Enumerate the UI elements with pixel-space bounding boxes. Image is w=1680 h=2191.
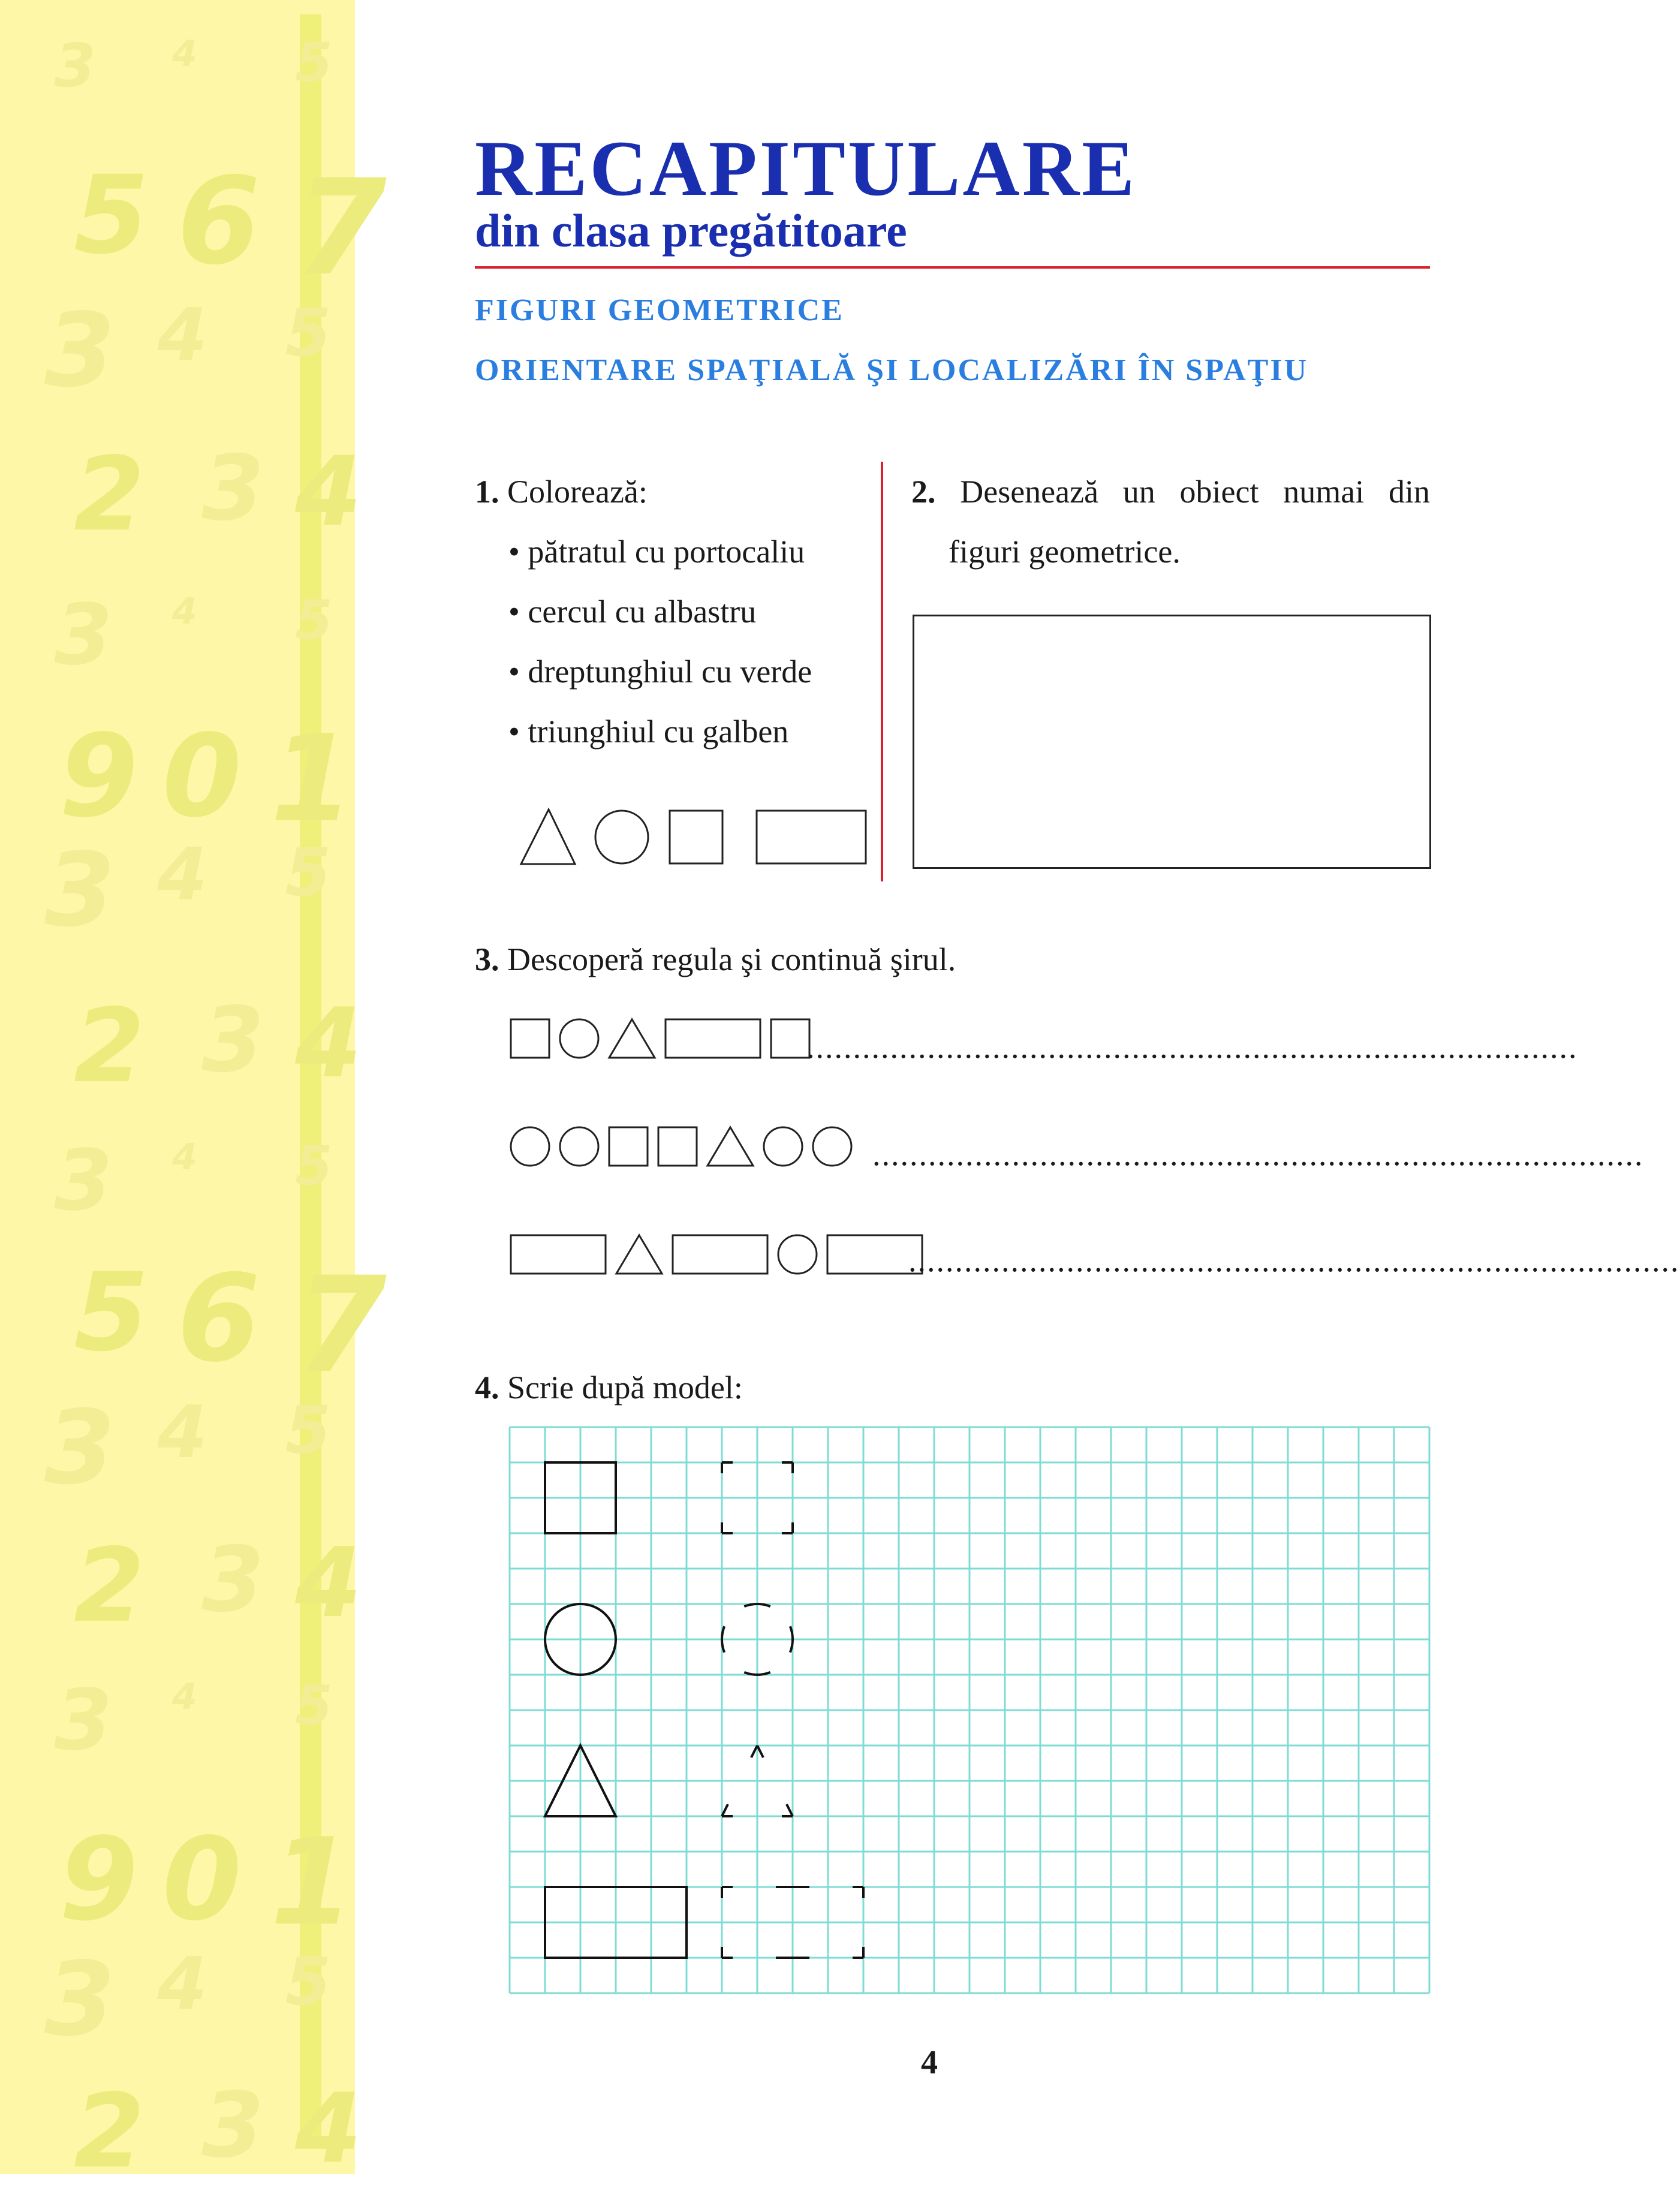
decorative-digit: 4 <box>295 987 362 1099</box>
exercise-2-word: din <box>1388 474 1430 510</box>
decorative-digit: 5 <box>74 1250 149 1376</box>
page-subtitle: din clasa pregătitoare <box>475 204 907 257</box>
decorative-digit: 5 <box>295 31 333 94</box>
decorative-digit: 9 <box>59 710 139 842</box>
color-item-triangle: • triunghiul cu galben <box>508 714 789 750</box>
exercise-4-number: 4. <box>475 1370 499 1406</box>
topic-spatial-orientation: ORIENTARE SPAŢIALĂ ŞI LOCALIZĂRI ÎN SPAŢIU <box>475 353 1309 387</box>
exercise-1-number: 1. <box>475 474 499 510</box>
decorative-digit: 2 <box>74 1527 145 1645</box>
decorative-digit: 6 <box>177 152 261 291</box>
decorative-digit: 4 <box>295 2072 362 2184</box>
decorative-digit: 3 <box>44 831 116 950</box>
decorative-digit: 5 <box>285 1943 332 2020</box>
exercise-3-number: 3. <box>475 941 499 977</box>
decorative-digit: 7 <box>295 151 387 305</box>
decorative-digit: 4 <box>157 294 207 377</box>
decorative-digit: 9 <box>59 1813 139 1946</box>
color-item-square: • pătratul cu portocaliu <box>508 534 805 570</box>
decorative-digit: 3 <box>54 1672 113 1769</box>
decorative-digit: 4 <box>172 591 197 633</box>
decorative-digit: 5 <box>295 1674 333 1737</box>
decorative-digit: 2 <box>74 2072 145 2191</box>
topic-geometric-figures: FIGURI GEOMETRICE <box>475 293 844 327</box>
decorative-digit: 3 <box>44 1389 116 1507</box>
decorative-digit: 5 <box>285 294 332 371</box>
decorative-digit: 4 <box>172 1676 197 1718</box>
answer-line-2[interactable]: ................................................................................... <box>872 1136 1644 1172</box>
decorative-digit: 0 <box>162 710 242 842</box>
decorative-digit: 4 <box>157 1943 207 2026</box>
decorative-digit: 4 <box>295 435 362 547</box>
decorative-digit: 2 <box>74 435 145 554</box>
decorative-digit: 4 <box>157 1391 207 1474</box>
decorative-digit: 3 <box>201 988 264 1093</box>
color-item-circle: • cercul cu albastru <box>508 594 757 630</box>
decorative-digit: 0 <box>162 1813 242 1946</box>
decorative-digit: 6 <box>177 1249 261 1389</box>
decorative-digit: 3 <box>201 2073 264 2178</box>
decorative-digit: 3 <box>54 1132 113 1230</box>
exercise-2-word: un <box>1122 474 1155 510</box>
answer-line-3[interactable]: ................................................................................... <box>908 1242 1680 1278</box>
decorative-digit: 4 <box>157 833 207 917</box>
decorative-digit: 3 <box>54 586 113 684</box>
grid-lines <box>510 1427 1429 1993</box>
decorative-digit: 7 <box>295 1248 387 1402</box>
color-item-rectangle: • dreptunghiul cu verde <box>508 654 812 690</box>
decorative-digit: 1 <box>270 1813 354 1952</box>
decorative-digit: 5 <box>74 153 149 278</box>
page-title: RECAPITULARE <box>475 124 1137 212</box>
exercise-4-text: Scrie după model: <box>507 1370 743 1406</box>
decorative-digit: 4 <box>172 33 197 75</box>
exercise-2-number: 2. <box>911 474 936 510</box>
exercise-3-text: Descoperă regula şi continuă şirul. <box>507 941 956 977</box>
page-number: 4 <box>921 2044 938 2081</box>
decorative-digit: 3 <box>54 31 96 101</box>
decorative-digit: 3 <box>44 291 116 410</box>
decorative-digit: 5 <box>295 1134 333 1197</box>
decorative-digit: 4 <box>295 1527 362 1639</box>
decorative-digit: 3 <box>201 437 264 541</box>
exercise-2-word: Desenează <box>960 474 1099 510</box>
decorative-digit: 5 <box>285 1392 332 1468</box>
exercise-2-word: obiect <box>1179 474 1259 510</box>
decorative-digit: 4 <box>172 1136 197 1178</box>
decorative-digit: 3 <box>44 1940 116 2059</box>
decorative-digit: 3 <box>201 1528 264 1632</box>
answer-line-1[interactable]: ................................................................................... <box>806 1029 1578 1065</box>
exercise-2-instruction-continued: figuri geometrice. <box>949 534 1181 570</box>
exercise-1-text: Colorează: <box>507 474 648 510</box>
decorative-digit: 5 <box>285 834 332 911</box>
decorative-digit: 5 <box>295 589 333 652</box>
exercise-2-word: numai <box>1283 474 1365 510</box>
decorative-digit: 1 <box>270 709 354 849</box>
decorative-digit: 2 <box>74 987 145 1106</box>
